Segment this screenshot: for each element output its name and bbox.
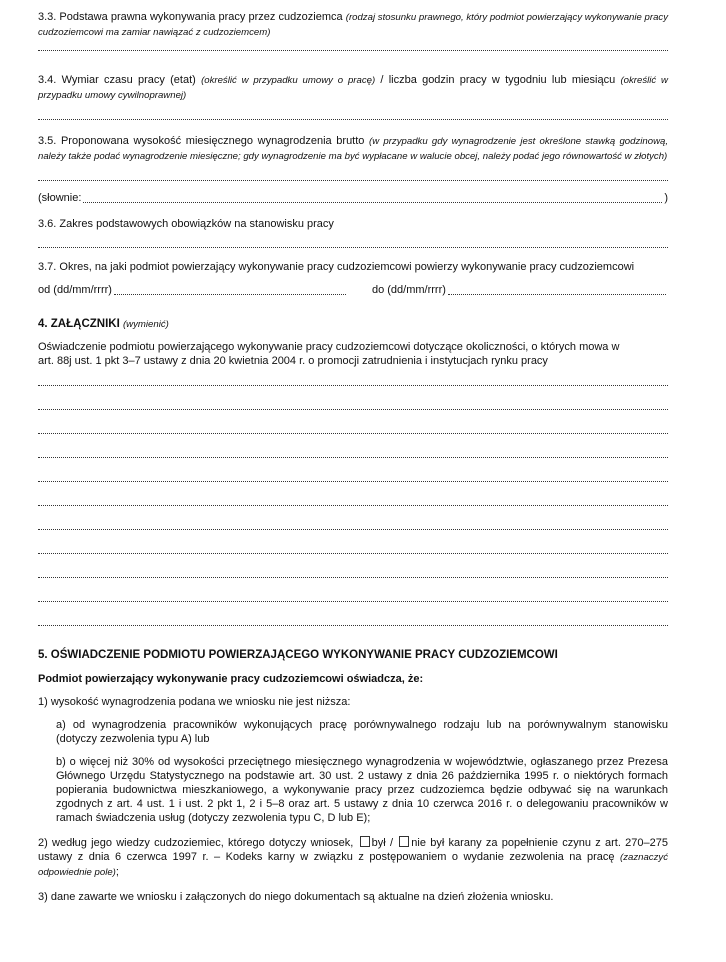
salary-label — [38, 134, 668, 164]
section-3-5 — [38, 134, 668, 205]
working-hours-title: / liczba godzin pracy w tygodniu lub miesiącu — [380, 74, 616, 86]
salary-in-words-label: (słownie: — [38, 192, 82, 204]
attachment-line[interactable] — [38, 488, 668, 506]
declaration-point-1a: a) od wynagrodzenia pracowników wykonujących pracę porównywalnego rodzaju lub na porównywalnym stanowisku (dotyczy zezwolenia typu A) lub — [56, 719, 668, 745]
attachment-line[interactable] — [38, 440, 668, 458]
period-from-label: od (dd/mm/rrrr) — [38, 284, 112, 296]
section-3-6 — [38, 217, 668, 248]
period-to-label: do (dd/mm/rrrr) — [371, 284, 446, 296]
attachments-lines — [38, 374, 668, 626]
attachment-line[interactable] — [38, 536, 668, 554]
attachments-hint: (wymienić) — [122, 319, 169, 330]
attachment-line[interactable] — [38, 374, 668, 386]
section-3-7 — [38, 260, 668, 297]
salary-in-words-close: ) — [664, 192, 668, 204]
attachments-heading — [38, 317, 668, 332]
form-page — [38, 8, 668, 904]
legal-basis-label — [38, 10, 668, 40]
working-time-field[interactable] — [38, 113, 668, 120]
declaration-point-1b: b) o więcej niż 30% od wysokości przeciętnego miesięcznego wynagrodzenia w województwie, ogłaszanego przez Prezesa Głównego Urzędu Statystycznego na podstawie art. 30 ust. 2 ustawy z dnia 26 października 1995 r. o niektórych formach popierania budownictwa mieszkaniowego, a wykonywanie pracy przez cudzoziemca będzie odbywać się na warunkach zgodnych z art. 4 ust. 1 i ust. 2 pkt 1, 2 i 5–8 oraz art. 5 ustawy z dnia 10 czerwca 2016 r. o delegowaniu pracowników w ramach świadczenia usług (dotyczy zezwolenia typu C, D lub E); — [56, 756, 668, 824]
declaration-intro: Podmiot powierzający wykonywanie pracy cudzoziemcowi oświadcza, że: — [38, 673, 424, 685]
attachment-line[interactable] — [38, 392, 668, 410]
attachment-line[interactable] — [38, 512, 668, 530]
declaration-point-2 — [38, 836, 668, 880]
was-not-convicted-label: nie był karany za popełnienie czynu z art. 270–275 ustawy z dnia 6 czerwca 1997 r. – Kodeks karny w związku z postępowaniem o wydanie zezwolenia na pracę — [38, 837, 668, 863]
duties-field[interactable] — [38, 241, 668, 248]
attachments-title: 4. ZAŁĄCZNIKI — [38, 318, 120, 330]
declaration-point-3: 3) dane zawarte we wniosku i załączonych do niego dokumentach są aktualne na dzień złożenia wniosku. — [38, 891, 554, 903]
salary-in-words-row — [38, 191, 668, 205]
working-time-hint-2: (określić w przypadku umowy cywilnoprawnej) — [38, 75, 668, 101]
period-to-field[interactable] — [448, 284, 666, 295]
working-time-label — [38, 73, 668, 103]
salary-hint: (w przypadku gdy wynagrodzenie jest określone stawką godzinową, należy także podać wynagrodzenie miesięczne; gdy wynagrodzenie ma być wypłacane w walucie obcej, należy podać jego równowartość w złotych) — [38, 136, 668, 162]
declaration-heading: 5. OŚWIADCZENIE PODMIOTU POWIERZAJĄCEGO WYKONYWANIE PRACY CUDZOZIEMCOWI — [38, 649, 558, 661]
salary-title: 3.5. Proponowana wysokość miesięcznego wynagrodzenia brutto — [38, 135, 365, 147]
declaration-point-2-text: 2) według jego wiedzy cudzoziemiec, którego dotyczy wniosek, — [38, 837, 354, 849]
period-label: 3.7. Okres, na jaki podmiot powierzający wykonywanie pracy cudzoziemcowi powierzy wykonywanie pracy cudzoziemcowi — [38, 261, 635, 273]
period-row — [38, 283, 668, 297]
salary-field[interactable] — [38, 174, 668, 181]
was-convicted-label: był / — [371, 837, 394, 849]
attachment-line[interactable] — [38, 416, 668, 434]
attachment-line[interactable] — [38, 584, 668, 602]
section-3-4 — [38, 73, 668, 120]
legal-basis-title: 3.3. Podstawa prawna wykonywania pracy przez cudzoziemca — [38, 11, 343, 23]
attachment-line[interactable] — [38, 464, 668, 482]
section-3-3 — [38, 10, 668, 51]
section-4 — [38, 317, 668, 626]
salary-in-words-field[interactable] — [83, 192, 662, 203]
period-from-field[interactable] — [114, 284, 346, 295]
attachments-text: Oświadczenie podmiotu powierzającego wykonywanie pracy cudzoziemcowi dotyczące okoliczności, o których mowa w art. 88j ust. 1 pkt 3–7 ustawy z dnia 20 kwietnia 2004 r. o promocji zatrudnienia i instytucjach rynku pracy — [38, 341, 620, 367]
duties-label: 3.6. Zakres podstawowych obowiązków na stanowisku pracy — [38, 218, 334, 230]
declaration-point-2-end: ; — [115, 866, 119, 878]
working-time-hint-1: (określić w przypadku umowy o pracę) — [201, 75, 376, 86]
legal-basis-hint: (rodzaj stosunku prawnego, który podmiot powierzający wykonywanie pracy cudzoziemcowi ma zamiar nawiązać z cudzoziemcem) — [38, 12, 669, 38]
legal-basis-field[interactable] — [38, 44, 668, 51]
was-convicted-checkbox[interactable] — [360, 836, 370, 847]
declaration-point-2-hint: (zaznaczyć odpowiednie pole) — [38, 852, 668, 878]
attachment-line[interactable] — [38, 560, 668, 578]
section-5 — [38, 648, 668, 904]
was-not-convicted-checkbox[interactable] — [399, 836, 409, 847]
attachment-line[interactable] — [38, 608, 668, 626]
working-time-title: 3.4. Wymiar czasu pracy (etat) — [38, 74, 196, 86]
declaration-point-1: 1) wysokość wynagrodzenia podana we wniosku nie jest niższa: — [38, 696, 351, 708]
